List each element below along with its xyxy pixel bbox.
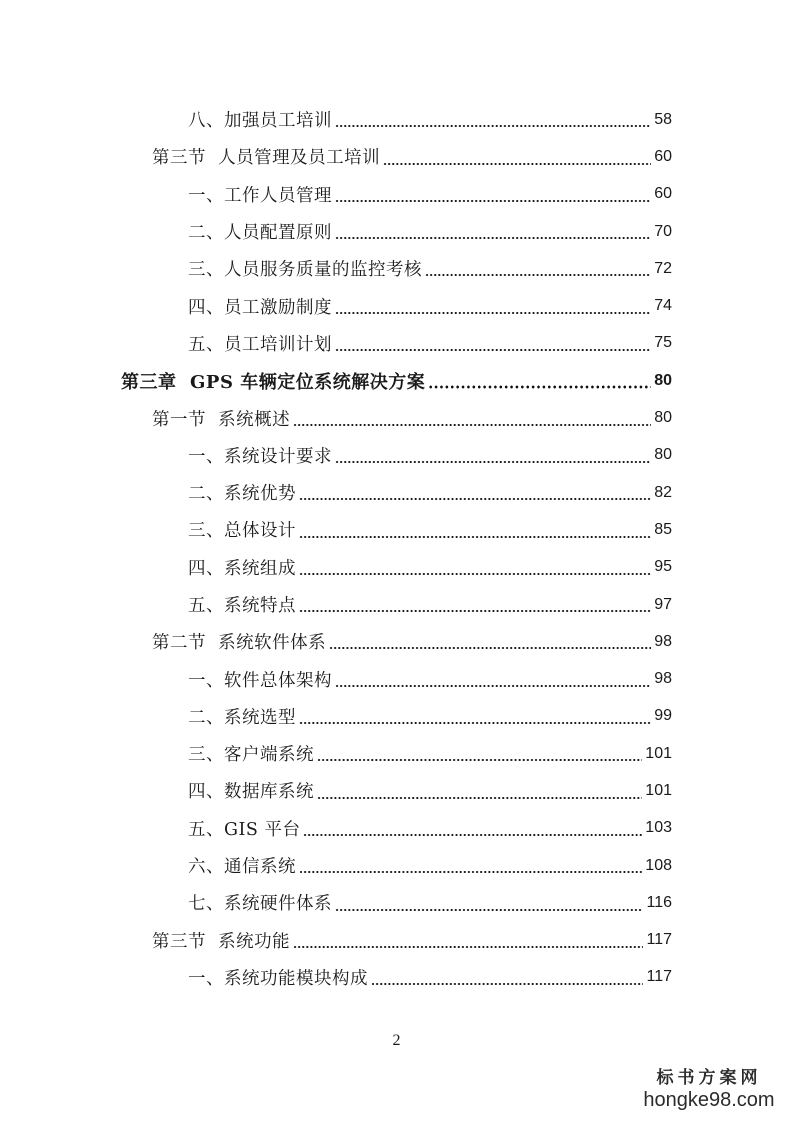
toc-entry[interactable] [0,698,793,735]
toc-entry[interactable] [0,772,793,809]
dot-leader [335,898,643,912]
toc-entry-title: 六、通信系统 [188,857,296,878]
toc-entry-page: 101 [645,744,672,762]
toc-entry-title: 第三节 人员管理及员工培训 [152,148,381,169]
dot-leader [317,748,642,762]
toc-entry-title: 四、数据库系统 [188,782,314,803]
watermark-url: hongke98.com [643,1089,775,1111]
toc-entry[interactable] [0,735,793,772]
dot-leader [371,972,643,986]
toc-entry[interactable] [0,810,793,847]
toc-entry-title: 二、系统优势 [188,484,296,505]
dot-leader [317,786,642,800]
toc-entry-page: 58 [654,110,672,128]
toc-entry-page: 117 [646,931,672,949]
toc-entry-title: 五、系统特点 [188,596,296,616]
toc-entry-title: 第三节 系统功能 [152,931,291,952]
dot-leader [335,189,651,203]
toc-entry-page: 85 [654,520,672,538]
toc-entry-title: 三、客户端系统 [188,745,314,766]
dot-leader [335,226,651,240]
dot-leader [299,562,651,576]
toc-entry-page: 60 [654,147,672,165]
toc-entry[interactable] [0,922,793,959]
toc-entry-page: 117 [646,968,672,986]
toc-entry-title: 一、软件总体架构 [188,670,332,691]
watermark-name: 标书方案网 [656,1068,762,1088]
toc-entry[interactable] [0,884,793,921]
toc-entry[interactable] [0,138,793,175]
toc-entry-title: 一、系统设计要求 [188,446,332,467]
toc-entry-page: 80 [654,446,672,464]
toc-entry-title: 第二节 系统软件体系 [152,633,327,654]
toc-entry[interactable] [0,660,793,697]
toc-entry-page: 97 [654,595,672,613]
dot-leader [335,338,651,352]
toc-entry[interactable] [0,176,793,213]
toc-entry[interactable] [0,437,793,474]
toc-entry-title: 二、人员配置原则 [188,223,332,244]
dot-leader [299,860,642,874]
toc-entry[interactable] [0,623,793,660]
toc-entry-title: 第三章 GPS 车辆定位系统解决方案 [121,371,426,393]
dot-leader [299,711,651,725]
toc-entry[interactable] [0,325,793,362]
toc-entry-page: 80 [654,371,672,389]
toc-entry-title: 一、工作人员管理 [188,185,332,206]
toc-entry[interactable] [0,586,793,623]
table-of-contents [0,101,793,996]
toc-entry-page: 99 [654,707,672,725]
dot-leader [383,152,651,166]
dot-leader [428,375,651,389]
toc-entry-page: 60 [654,185,672,203]
dot-leader [335,301,651,315]
dot-leader [299,487,651,501]
toc-entry-title: 三、人员服务质量的监控考核 [188,260,422,281]
toc-entry[interactable] [0,959,793,996]
toc-entry[interactable] [0,287,793,324]
dot-leader [299,599,651,613]
toc-entry-page: 75 [654,334,672,352]
toc-entry[interactable] [0,511,793,548]
toc-entry-title: 三、总体设计 [188,521,296,542]
toc-entry-page: 103 [645,819,672,837]
toc-entry[interactable] [0,213,793,250]
dot-leader [293,935,643,949]
toc-entry-title: 四、系统组成 [188,558,296,579]
dot-leader [329,636,651,650]
toc-entry-page: 80 [654,409,672,427]
dot-leader [335,674,651,688]
toc-entry-title: 四、员工激励制度 [188,297,332,318]
toc-entry-page: 74 [654,297,672,315]
toc-entry-title: 八、加强员工培训 [188,111,332,132]
toc-entry-title: 七、系统硬件体系 [188,894,332,915]
toc-entry-title: 一、系统功能模块构成 [188,968,368,989]
toc-entry[interactable] [0,847,793,884]
dot-leader [293,413,651,427]
dot-leader [425,263,651,277]
site-watermark [639,1068,779,1112]
dot-leader [335,114,651,128]
toc-entry[interactable] [0,101,793,138]
toc-entry[interactable] [0,474,793,511]
toc-entry-page: 98 [654,632,672,650]
toc-entry-page: 101 [645,781,672,799]
toc-entry[interactable] [0,250,793,287]
toc-entry[interactable] [0,399,793,436]
toc-entry-page: 98 [654,670,672,688]
dot-leader [299,525,651,539]
toc-entry-title: 第一节 系统概述 [152,409,291,430]
toc-entry-page: 82 [654,483,672,501]
toc-entry[interactable] [0,362,793,399]
toc-entry[interactable] [0,549,793,586]
toc-entry-page: 108 [645,856,672,874]
toc-entry-title: 二、系统选型 [188,707,296,728]
dot-leader [303,823,642,837]
toc-entry-title: 五、GIS 平台 [188,819,301,840]
toc-entry-page: 70 [654,222,672,240]
dot-leader [335,450,651,464]
toc-entry-page: 72 [654,259,672,277]
toc-entry-page: 95 [654,558,672,576]
toc-entry-title: 五、员工培训计划 [188,334,332,355]
toc-entry-page: 116 [646,893,672,911]
page-number: 2 [392,1032,401,1049]
